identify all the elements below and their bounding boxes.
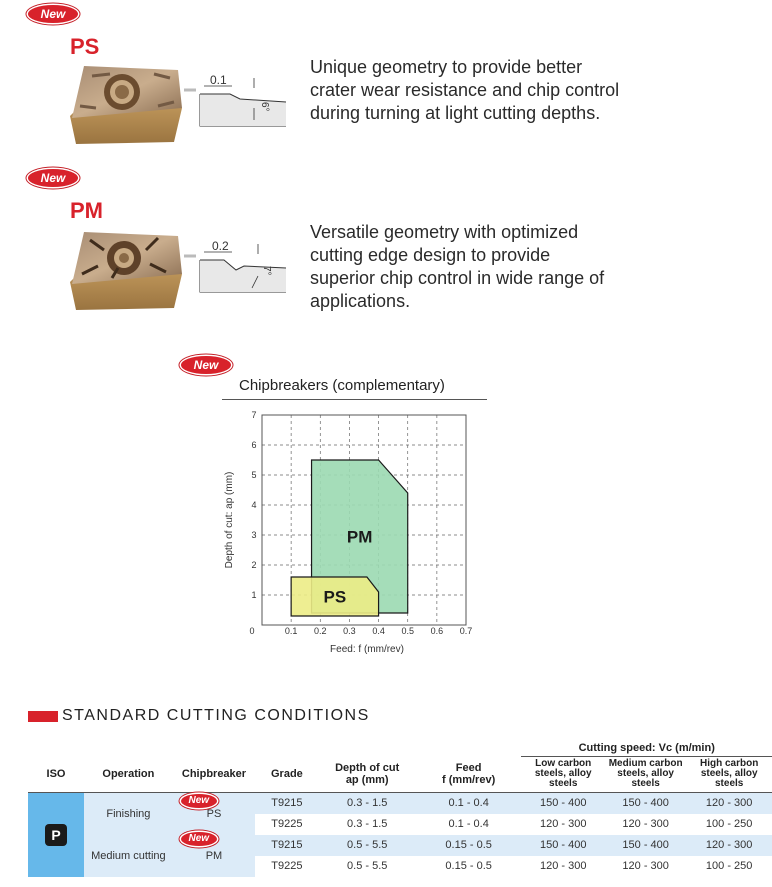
grade-cell: T9215 (255, 835, 318, 856)
region-label-pm: PM (346, 527, 373, 547)
medium-speed-cell: 150 - 400 (605, 835, 686, 856)
new-badge: New (28, 169, 78, 187)
section-title: STANDARD CUTTING CONDITIONS (62, 707, 370, 724)
header-line: Low carbon (535, 758, 592, 769)
header-depth (319, 756, 416, 792)
medium-speed-cell: 120 - 300 (605, 856, 686, 877)
header-line: steels (714, 778, 744, 789)
medium-speed-cell: 150 - 400 (605, 792, 686, 814)
cutting-speed-header: Cutting speed: Vc (m/min) (521, 740, 772, 756)
header-line: High carbon (700, 758, 759, 769)
description-ps (310, 56, 619, 125)
geometry-title-pm: PM (70, 198, 103, 223)
header-high-carbon (686, 756, 772, 792)
rake-angle-pm: 7° (261, 266, 272, 276)
feed-cell: 0.15 - 0.5 (416, 856, 522, 877)
new-badge: New (181, 356, 231, 374)
chipbreaker-cell (173, 792, 255, 835)
header-line: steels, alloy (700, 768, 758, 779)
x-tick-label: 0.7 (459, 626, 473, 636)
chart-title-rule (222, 399, 487, 400)
depth-cell: 0.3 - 1.5 (319, 792, 416, 814)
high-speed-cell: 120 - 300 (686, 792, 772, 814)
description-line: Unique geometry to provide better (310, 57, 583, 77)
insert-image-ps (66, 62, 184, 144)
header-line: steels (549, 778, 578, 789)
new-badge: New (28, 5, 78, 23)
header-iso: ISO (46, 767, 66, 780)
y-tick-label: 5 (251, 470, 257, 480)
region-label-ps: PS (323, 587, 347, 607)
y-tick-label: 1 (251, 590, 257, 600)
low-speed-cell: 120 - 300 (521, 856, 604, 877)
description-line: superior chip control in wide range of (310, 268, 605, 288)
operation-cell: Finishing (84, 792, 173, 835)
depth-cell: 0.5 - 5.5 (319, 835, 416, 856)
land-width-pm: 0.2 (212, 239, 229, 253)
header-line: Medium carbon (608, 758, 683, 769)
description-line: during turning at light cutting depths. (310, 103, 601, 123)
iso-cell (28, 792, 84, 877)
high-speed-cell: 120 - 300 (686, 835, 772, 856)
section-marker (28, 711, 58, 722)
description-line: Versatile geometry with optimized (310, 222, 579, 242)
header-feed-unit: f (mm/rev) (442, 773, 496, 786)
land-width-ps: 0.1 (210, 73, 227, 87)
table-row (28, 835, 772, 856)
chipbreaker-value: PM (205, 849, 223, 862)
header-operation: Operation (102, 767, 155, 780)
grade-cell: T9225 (255, 814, 318, 835)
table-row (28, 792, 772, 814)
feed-cell: 0.15 - 0.5 (416, 835, 522, 856)
x-tick-label: 0.2 (314, 626, 327, 636)
grade-cell: T9215 (255, 792, 318, 814)
y-tick-label: 6 (251, 440, 257, 450)
description-pm (310, 221, 604, 313)
y-tick-label: 3 (251, 530, 257, 540)
iso-p-badge: P (45, 824, 67, 846)
operation-cell: Medium cutting (84, 835, 173, 877)
y-tick-label: 7 (251, 410, 257, 420)
description-line: applications. (310, 291, 411, 311)
low-speed-cell: 150 - 400 (521, 792, 604, 814)
chipbreaker-cell (173, 832, 255, 877)
feed-cell: 0.1 - 0.4 (416, 792, 522, 814)
chart-x-axis-label: Feed: f (mm/rev) (330, 644, 404, 655)
header-depth-label: Depth of cut (335, 761, 400, 774)
y-tick-label: 4 (251, 500, 257, 510)
header-line: steels (631, 778, 660, 789)
header-grade: Grade (270, 767, 303, 780)
x-tick-label: 0.6 (430, 626, 444, 636)
grade-cell: T9225 (255, 856, 318, 877)
header-medium-carbon (605, 756, 686, 792)
new-badge: New (181, 794, 217, 808)
header-chipbreaker: Chipbreaker (181, 767, 247, 780)
rake-angle-ps: 6° (259, 102, 270, 112)
geometry-title-ps: PS (70, 34, 100, 59)
chart-y-axis-label: Depth of cut: ap (mm) (224, 471, 235, 569)
description-line: crater wear resistance and chip control (310, 80, 620, 100)
chipbreaker-chart (210, 405, 490, 665)
feed-cell: 0.1 - 0.4 (416, 814, 522, 835)
x-tick-label: 0.4 (372, 626, 385, 636)
low-speed-cell: 150 - 400 (521, 835, 604, 856)
depth-cell: 0.3 - 1.5 (319, 814, 416, 835)
header-feed-label: Feed (455, 761, 482, 774)
chipbreaker-value: PS (206, 807, 222, 820)
x-tick-label: 0.3 (343, 626, 356, 636)
description-line: cutting edge design to provide (310, 245, 551, 265)
header-feed (416, 756, 522, 792)
new-badge: New (181, 832, 217, 846)
medium-speed-cell: 120 - 300 (605, 814, 686, 835)
high-speed-cell: 100 - 250 (686, 856, 772, 877)
x-tick-label: 0 (249, 626, 255, 636)
low-speed-cell: 120 - 300 (521, 814, 604, 835)
chart-title: Chipbreakers (complementary) (239, 377, 445, 394)
cutting-conditions-table (28, 740, 772, 877)
insert-image-pm (66, 228, 184, 310)
header-low-carbon (521, 756, 604, 792)
header-line: steels, alloy (617, 768, 674, 779)
x-tick-label: 0.5 (401, 626, 414, 636)
edge-profile-pm (180, 238, 290, 294)
y-tick-label: 2 (251, 560, 257, 570)
depth-cell: 0.5 - 5.5 (319, 856, 416, 877)
header-depth-unit: ap (mm) (345, 773, 389, 786)
x-tick-label: 0.1 (284, 626, 298, 636)
edge-profile-ps (180, 72, 290, 128)
header-line: steels, alloy (534, 768, 592, 779)
high-speed-cell: 100 - 250 (686, 814, 772, 835)
